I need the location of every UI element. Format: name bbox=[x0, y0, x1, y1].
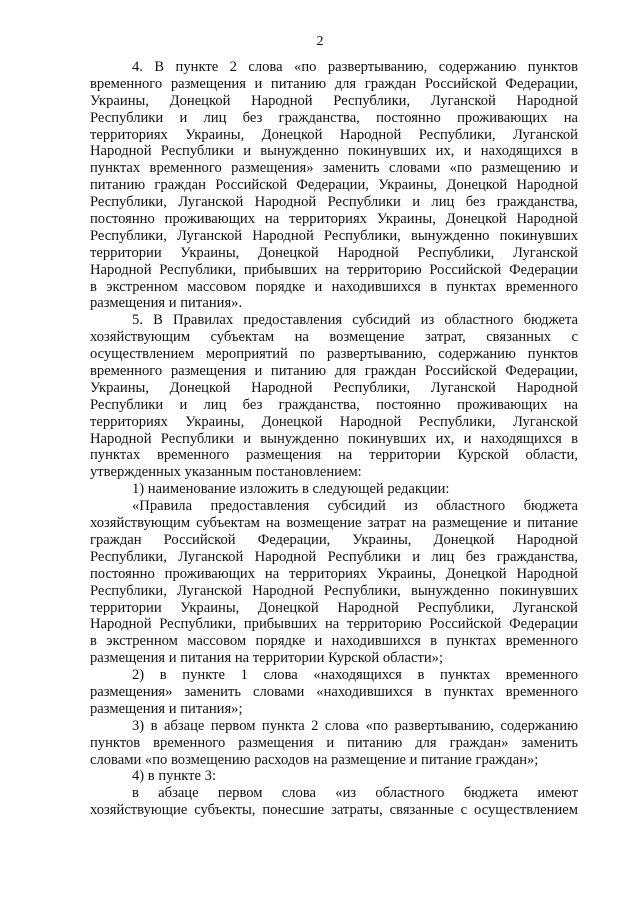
text-line: 1) наименование изложить в следующей редакции: bbox=[132, 481, 450, 498]
text-line: питанию граждан Российской Федерации, Украины, Донецкой Народной bbox=[90, 177, 578, 194]
text-line: временного размещения и питанию для граждан Российской Федерации, bbox=[90, 75, 578, 92]
text-line: «Правила предоставления субсидий из областного бюджета bbox=[132, 498, 578, 515]
text-line: 2) в пункте 1 слова «находящихся в пунктах временного bbox=[132, 667, 578, 684]
text-line: временного размещения и питанию для граждан Российской Федерации, bbox=[90, 363, 578, 380]
text-line: в экстренном массовом порядке и находившихся в пунктах временного bbox=[90, 278, 578, 295]
text-line: 4. В пункте 2 слова «по развертыванию, содержанию пунктов bbox=[132, 59, 578, 75]
text-line: Республики, Луганской Народной Республики, вынужденно покинувших bbox=[90, 227, 578, 244]
text-line: Украины, Донецкой Народной Республики, Луганской Народной bbox=[90, 92, 578, 109]
text-line: 3) в абзаце первом пункта 2 слова «по развертыванию, содержанию bbox=[132, 717, 578, 734]
text-line: постоянно проживающих на территориях Украины, Донецкой Народной bbox=[90, 211, 578, 228]
text-line: территории Украины, Донецкой Народной Республики, Луганской bbox=[90, 599, 578, 616]
text-line: граждан Российской Федерации, Украины, Донецкой Народной bbox=[90, 531, 578, 548]
text-line: пунктах временного размещения» заменить словами «по размещению и bbox=[90, 160, 578, 177]
text-line: Народной Республики, прибывших на территорию Российской Федерации bbox=[90, 616, 578, 633]
text-line: Народной Республики, прибывших на территорию Российской Федерации bbox=[90, 261, 578, 278]
text-line: Республики, Луганской Народной Республики, вынужденно покинувших bbox=[90, 582, 578, 599]
text-line: территории Украины, Донецкой Народной Республики, Луганской bbox=[90, 244, 578, 261]
page-number: 2 bbox=[316, 34, 324, 49]
text-line: хозяйствующие субъекты, понесшие затраты, связанные с осуществлением bbox=[90, 802, 578, 819]
text-line: размещения и питания». bbox=[90, 295, 243, 312]
text-line: постоянно проживающих на территориях Украины, Донецкой Народной bbox=[90, 565, 578, 582]
text-line: в экстренном массовом порядке и находившихся в пунктах временного bbox=[90, 633, 578, 650]
text-line: в абзаце первом слова «из областного бюджета имеют bbox=[132, 785, 578, 802]
text-line: словами «по возмещению расходов на размещение и питание граждан»; bbox=[90, 751, 539, 768]
text-line: пунктах временного размещения на территории Курской области, bbox=[90, 447, 578, 464]
text-line: утвержденных указанным постановлением: bbox=[90, 464, 362, 481]
document-body bbox=[90, 59, 578, 819]
text-line: Республики, Луганской Народной Республики и лиц без гражданства, bbox=[90, 194, 578, 211]
text-line: осуществлением мероприятий по развертыванию, содержанию пунктов bbox=[90, 346, 578, 363]
text-line: хозяйствующим субъектам на возмещение затрат, связанных с bbox=[90, 329, 578, 346]
text-line: 5. В Правилах предоставления субсидий из областного бюджета bbox=[132, 312, 578, 329]
text-line: 4) в пункте 3: bbox=[132, 768, 217, 785]
text-line: Республики и лиц без гражданства, постоянно проживающих на bbox=[90, 396, 578, 413]
text-line: размещения и питания»; bbox=[90, 700, 243, 717]
text-line: Республики, Луганской Народной Республики и лиц без гражданства, bbox=[90, 548, 578, 565]
text-line: Народной Республики и вынужденно покинувших их, и находящихся в bbox=[90, 430, 578, 447]
text-line: территориях Украины, Донецкой Народной Республики, Луганской bbox=[90, 413, 578, 430]
text-line: Республики и лиц без гражданства, постоянно проживающих на bbox=[90, 109, 578, 126]
text-line: размещения» заменить словами «находившихся в пунктах временного bbox=[90, 683, 578, 700]
text-line: Народной Республики и вынужденно покинувших их, и находящихся в bbox=[90, 143, 578, 160]
text-line: территориях Украины, Донецкой Народной Республики, Луганской bbox=[90, 126, 578, 143]
text-line: хозяйствующим субъектам на возмещение затрат на размещение и питание bbox=[90, 515, 578, 532]
text-line: Украины, Донецкой Народной Республики, Луганской Народной bbox=[90, 379, 578, 396]
text-line: пунктов временного размещения и питанию для граждан» заменить bbox=[90, 734, 578, 751]
text-line: размещения и питания на территории Курской области»; bbox=[90, 650, 444, 667]
